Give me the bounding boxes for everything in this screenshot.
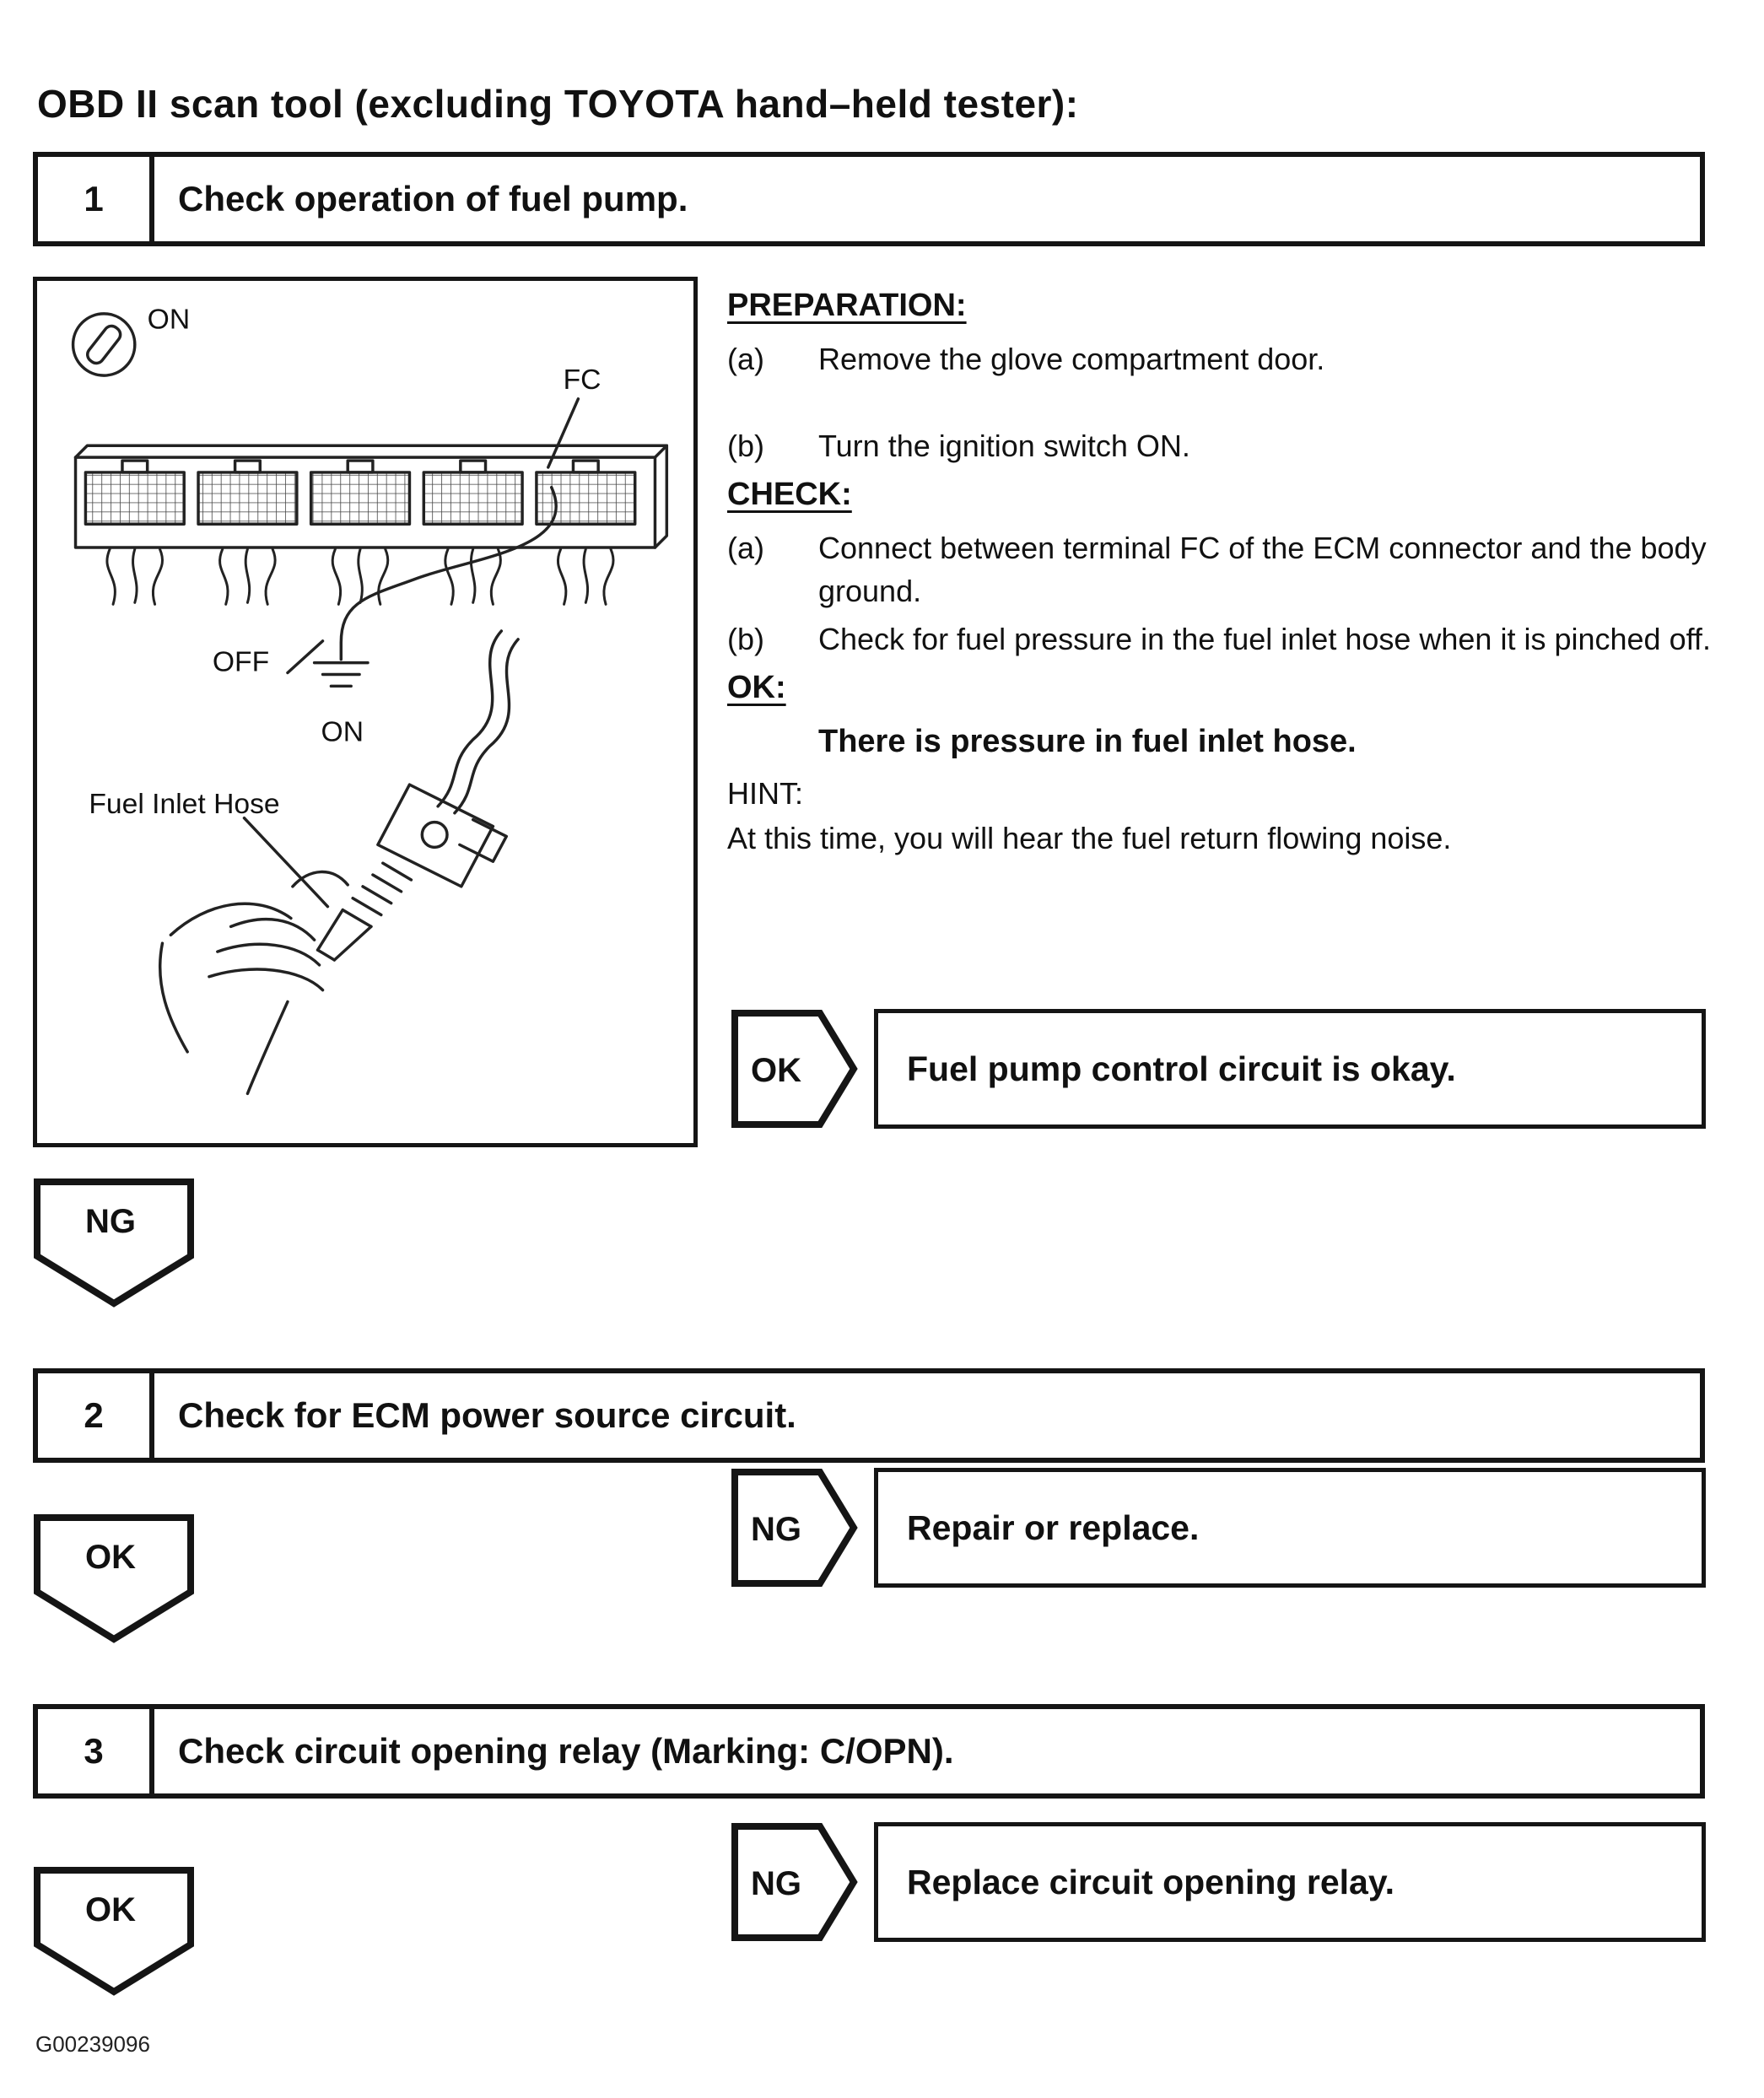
- ng-down-label: NG: [85, 1203, 136, 1240]
- hand-drawing: [160, 872, 348, 1094]
- hint-heading: HINT:: [727, 776, 803, 812]
- illustration-box: [33, 277, 698, 1147]
- figure-id: G00239096: [35, 2031, 150, 2057]
- fuel-inlet-hose-label: Fuel Inlet Hose: [89, 788, 280, 820]
- preparation-heading: PREPARATION:: [727, 288, 967, 323]
- step-3-header: [33, 1704, 1705, 1799]
- preparation-item-b: [727, 424, 1718, 467]
- step-2-title: Check for ECM power source circuit.: [178, 1395, 796, 1435]
- ok-heading: OK:: [727, 670, 786, 706]
- ecm-connector-body: [76, 445, 667, 547]
- step-1-header: [33, 152, 1705, 246]
- step-2-ng-branch: [731, 1468, 1706, 1588]
- item-text: Connect between terminal FC of the ECM connector and the body ground.: [818, 531, 1707, 609]
- fc-label: FC: [563, 364, 601, 396]
- check-heading: CHECK:: [727, 477, 852, 513]
- step-1-ok-branch: [731, 1009, 1706, 1129]
- item-text: Remove the glove compartment door.: [818, 341, 1325, 376]
- ok-arrow-label: OK: [751, 1052, 801, 1089]
- item-key: (b): [727, 622, 764, 657]
- step-2-number: 2: [38, 1373, 154, 1458]
- harness-wires: [107, 549, 613, 604]
- ground-symbol: [315, 663, 368, 687]
- preparation-item-a: [727, 337, 1718, 380]
- check-item-b: [727, 618, 1718, 661]
- ecm-connector-illustration: [37, 281, 693, 1143]
- off-label: OFF: [212, 646, 270, 678]
- ok-arrow: [731, 1009, 859, 1129]
- fuel-hose-drawing: [318, 631, 519, 960]
- step-1-ok-result: Fuel pump control circuit is okay.: [874, 1009, 1706, 1129]
- item-text: Turn the ignition switch ON.: [818, 429, 1190, 464]
- ok-down-arrow: [33, 1866, 195, 1996]
- ok-down-label: OK: [85, 1891, 136, 1928]
- step-3-ng-branch: [731, 1822, 1706, 1942]
- ok-condition-text: There is pressure in fuel inlet hose.: [818, 724, 1357, 760]
- step-2-ng-result: Repair or replace.: [874, 1468, 1706, 1588]
- check-item-a: [727, 526, 1718, 612]
- step-3-title: Check circuit opening relay (Marking: C/OPN).: [178, 1731, 954, 1771]
- ng-down-arrow: [33, 1178, 195, 1308]
- step-2-header: [33, 1368, 1705, 1463]
- ignition-on-label: ON: [147, 304, 191, 336]
- on-label: ON: [321, 716, 364, 748]
- step-2-ok-verdict: [33, 1513, 195, 1643]
- item-text: Check for fuel pressure in the fuel inlet hose when it is pinched off.: [818, 622, 1711, 657]
- hint-text: At this time, you will hear the fuel return flowing noise.: [727, 821, 1452, 856]
- ng-arrow: [731, 1468, 859, 1588]
- ng-arrow: [731, 1822, 859, 1942]
- off-tick-line: [288, 641, 323, 673]
- item-key: (a): [727, 531, 764, 566]
- step-3-ng-result: Replace circuit opening relay.: [874, 1822, 1706, 1942]
- step-3-number: 3: [38, 1709, 154, 1793]
- ignition-key-icon: [73, 314, 135, 375]
- ok-down-arrow: [33, 1513, 195, 1643]
- instructions-panel: [727, 278, 1718, 864]
- step-1-ng-verdict: [33, 1178, 195, 1308]
- item-key: (a): [727, 341, 764, 376]
- step-1-number: 1: [38, 157, 154, 241]
- fuel-hose-pointer-line: [244, 818, 327, 907]
- step-1-title: Check operation of fuel pump.: [178, 179, 688, 218]
- ok-down-label: OK: [85, 1539, 136, 1576]
- step-3-ok-verdict: [33, 1866, 195, 1996]
- item-key: (b): [727, 429, 764, 464]
- ng-arrow-label: NG: [751, 1511, 801, 1548]
- page-title: OBD II scan tool (excluding TOYOTA hand–held tester):: [37, 82, 1079, 126]
- ng-arrow-label: NG: [751, 1865, 801, 1902]
